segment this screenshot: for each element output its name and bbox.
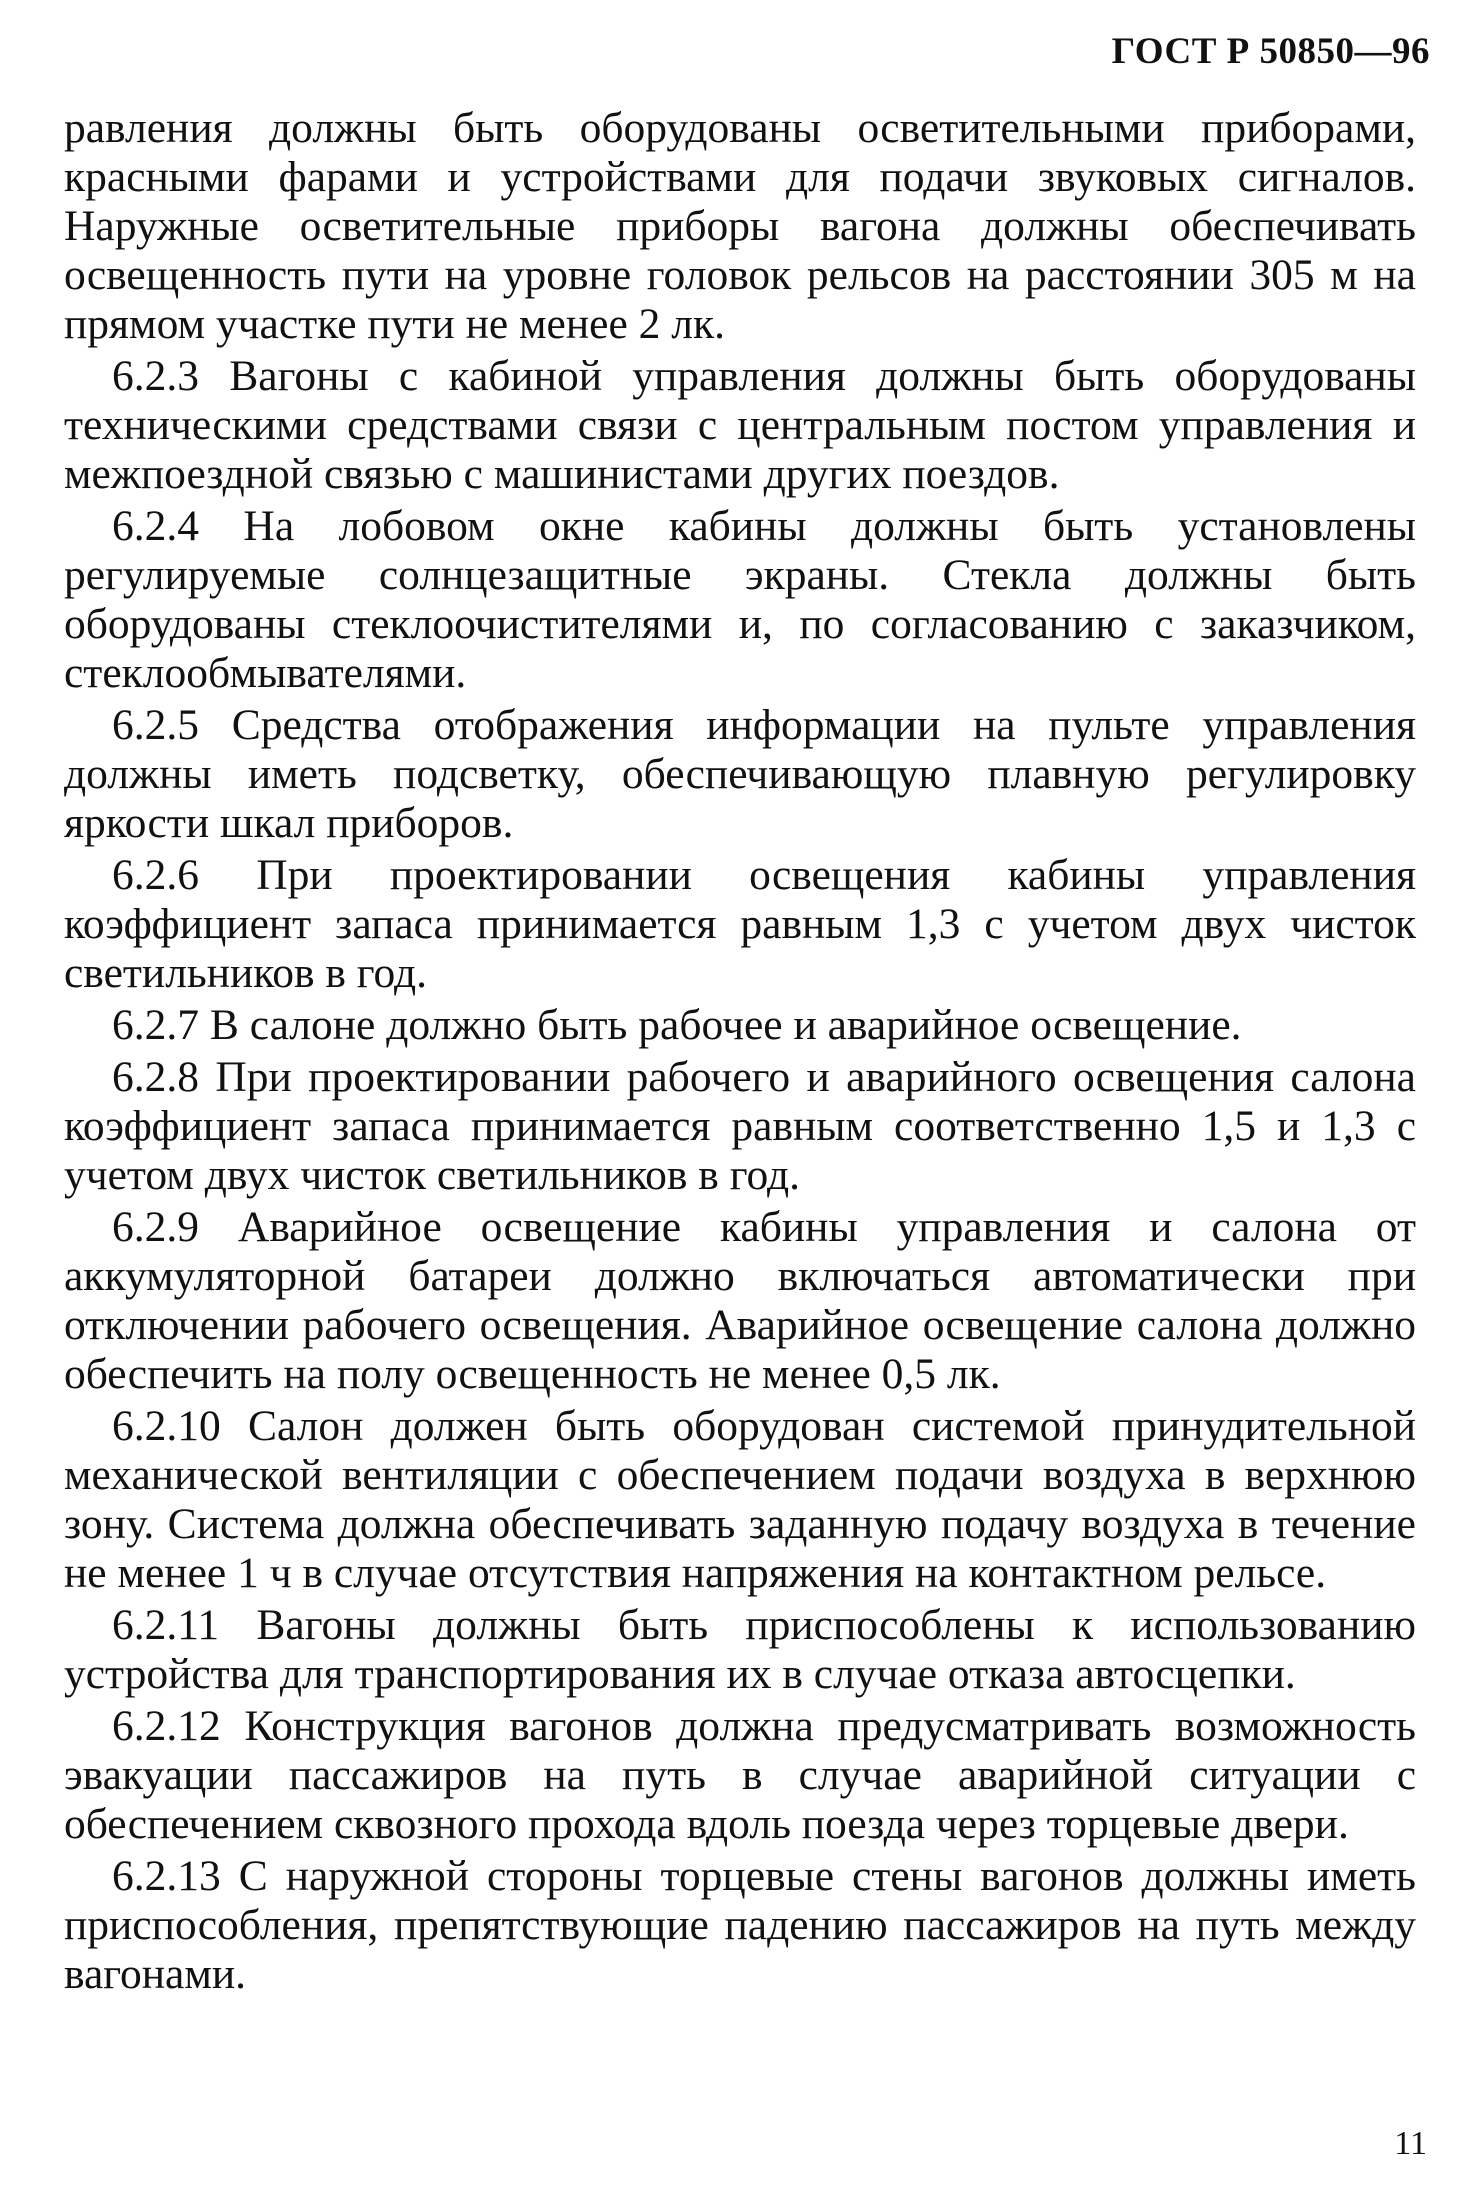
paragraph-continuation: равления должны быть оборудованы осветительными приборами, красными фарами и устройствами для подачи звуковых сигналов. Наружные осветительные приборы вагона должны обеспечивать освещенность пути на уровне головок рельсов на расстоянии 305 м на прямом участке пути не менее 2 лк. — [64, 104, 1416, 348]
body-text — [64, 104, 1416, 2002]
paragraph-6-2-9: 6.2.9 Аварийное освещение кабины управления и салона от аккумуляторной батареи должно включаться автоматически при отключении рабочего освещения. Аварийное освещение салона должно обеспечить на полу освещенность не менее 0,5 лк. — [64, 1203, 1416, 1398]
paragraph-6-2-6: 6.2.6 При проектировании освещения кабины управления коэффициент запаса принимается равным 1,3 с учетом двух чисток светильников в год. — [64, 851, 1416, 997]
paragraph-6-2-10: 6.2.10 Салон должен быть оборудован системой принудительной механической вентиляции с обеспечением подачи воздуха в верхнюю зону. Система должна обеспечивать заданную подачу воздуха в течение не менее 1 ч в случае отсутствия напряжения на контактном рельсе. — [64, 1402, 1416, 1597]
standard-code-header: ГОСТ Р 50850—96 — [1111, 31, 1430, 72]
paragraph-6-2-3: 6.2.3 Вагоны с кабиной управления должны быть оборудованы техническими средствами связи с центральным постом управления и межпоездной связью с машинистами других поездов. — [64, 352, 1416, 498]
paragraph-6-2-7: 6.2.7 В салоне должно быть рабочее и аварийное освещение. — [112, 1001, 1242, 1049]
paragraph-6-2-8: 6.2.8 При проектировании рабочего и аварийного освещения салона коэффициент запаса принимается равным соответственно 1,5 и 1,3 с учетом двух чисток светильников в год. — [64, 1053, 1416, 1199]
paragraph-6-2-5: 6.2.5 Средства отображения информации на пульте управления должны иметь подсветку, обеспечивающую плавную регулировку яркости шкал приборов. — [64, 701, 1416, 847]
paragraph-6-2-4: 6.2.4 На лобовом окне кабины должны быть установлены регулируемые солнцезащитные экраны. Стекла должны быть оборудованы стеклоочистителями и, по согласованию с заказчиком, стеклообмывателями. — [64, 502, 1416, 697]
paragraph-6-2-11: 6.2.11 Вагоны должны быть приспособлены к использованию устройства для транспортирования их в случае отказа автосцепки. — [64, 1601, 1416, 1698]
paragraph-6-2-12: 6.2.12 Конструкция вагонов должна предусматривать возможность эвакуации пассажиров на путь в случае аварийной ситуации с обеспечением сквозного прохода вдоль поезда через торцевые двери. — [64, 1702, 1416, 1848]
page-number: 11 — [1394, 2125, 1427, 2162]
paragraph-6-2-13: 6.2.13 С наружной стороны торцевые стены вагонов должны иметь приспособления, препятствующие падению пассажиров на путь между вагонами. — [64, 1852, 1416, 1998]
